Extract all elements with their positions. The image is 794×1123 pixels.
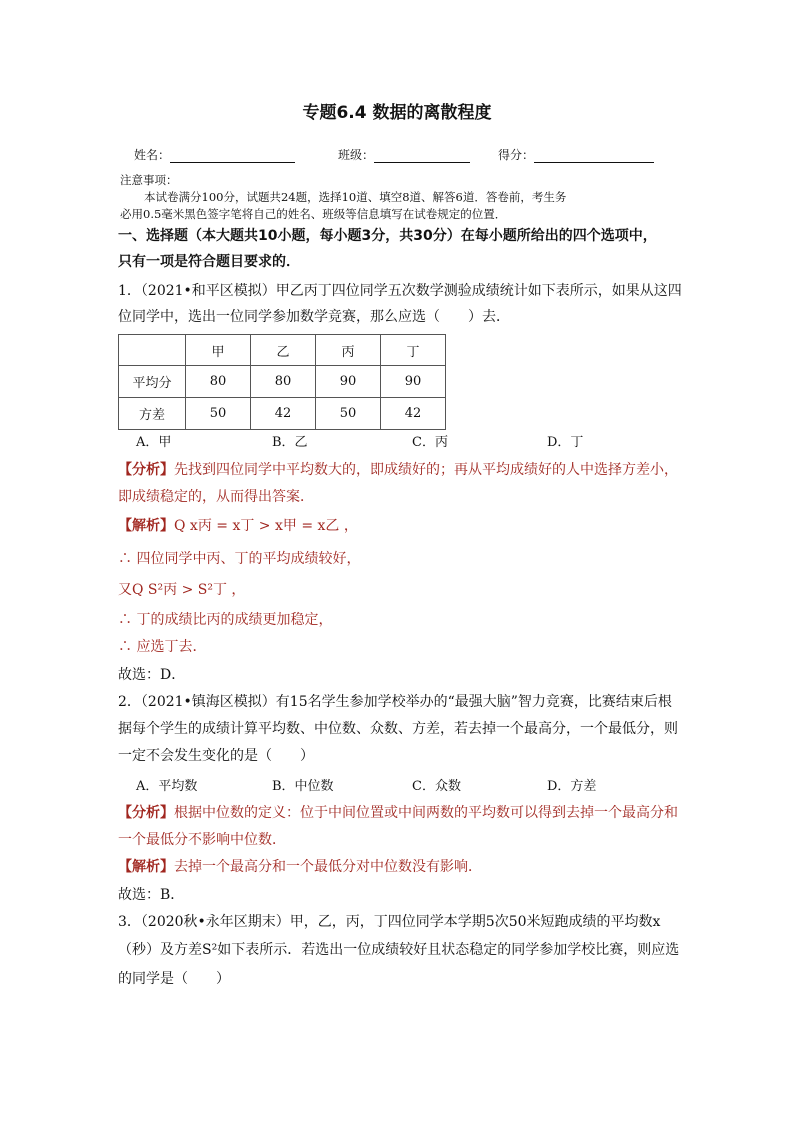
table-row <box>119 366 446 398</box>
q2-answer: 故选：B． <box>118 887 185 903</box>
q1-solution-line-3: 又Q S²丙 > S²丁 ， <box>118 582 246 598</box>
q3-stem-line-2: （秒）及方差S²如下表所示．若选出一位成绩较好且状态稳定的同学参加学校比赛，则应选 <box>118 942 680 958</box>
analysis-tag: 【分析】 <box>118 805 174 821</box>
q2-analysis-line-1 <box>118 802 678 822</box>
q1-analysis-line-2: 即成绩稳定的，从而得出答案． <box>118 489 314 505</box>
q1-option-a[interactable]: A．甲 <box>136 435 172 450</box>
table-cell: 丙 <box>316 335 381 366</box>
q2-stem-line-1: 2．（2021•镇海区模拟）有15名学生参加学校举办的“最强大脑”智力竞赛，比赛结束后根 <box>118 694 672 710</box>
class-blank[interactable] <box>374 150 470 163</box>
analysis-tag: 【分析】 <box>118 462 174 478</box>
section-heading-line-2: 只有一项是符合题目要求的． <box>118 254 300 270</box>
table-cell: 乙 <box>251 335 316 366</box>
table-cell: 丁 <box>381 335 446 366</box>
q3-stem-line-1: 3．（2020秋•永年区期末）甲，乙，丙，丁四位同学本学期5次50米短跑成绩的平均数x <box>118 914 661 930</box>
q1-option-b[interactable]: B．乙 <box>272 435 308 450</box>
q1-solution-line-5: ∴ 应选丁去． <box>118 639 207 655</box>
q1-option-d[interactable]: D．丁 <box>547 435 584 450</box>
table-cell: 90 <box>316 366 381 398</box>
q2-option-d[interactable]: D．方差 <box>547 779 597 794</box>
analysis-text: 根据中位数的定义：位于中间位置或中间两数的平均数可以得到去掉一个最高分和 <box>174 805 678 821</box>
score-field[interactable] <box>498 146 654 163</box>
notice-line-2: 必用0.5毫米黑色签字笔将自己的姓名、班级等信息填写在试卷规定的位置． <box>120 207 507 221</box>
table-cell: 平均分 <box>119 366 186 398</box>
q1-stem-line-2: 位同学中，选出一位同学参加数学竞赛，那么应选（ ）去． <box>118 309 510 325</box>
solution-text: 去掉一个最高分和一个最低分对中位数没有影响． <box>174 859 482 875</box>
name-label: 姓名： <box>134 148 171 162</box>
q2-stem-line-2: 据每个学生的成绩计算平均数、中位数、众数、方差，若去掉一个最高分，一个最低分，则 <box>118 721 678 737</box>
q1-analysis-line-1 <box>118 459 678 479</box>
notice-line-1: 本试卷满分100分，试题共24题，选择10道、填空8道、解答6道．答卷前，考生务 <box>144 190 567 204</box>
solution-math: Q x丙 = x丁 > x甲 = x乙 ， <box>174 518 358 534</box>
q1-table <box>118 334 446 430</box>
solution-tag: 【解析】 <box>118 518 174 534</box>
table-cell: 方差 <box>119 398 186 430</box>
q2-option-c[interactable]: C．众数 <box>412 779 461 794</box>
score-label: 得分： <box>498 148 535 162</box>
table-cell: 50 <box>186 398 251 430</box>
q2-option-a[interactable]: A．平均数 <box>136 779 198 794</box>
notice-heading: 注意事项： <box>120 173 178 187</box>
q1-solution-line-4: ∴ 丁的成绩比丙的成绩更加稳定， <box>118 612 333 628</box>
table-cell <box>119 335 186 366</box>
solution-tag: 【解析】 <box>118 859 174 875</box>
q1-stem-line-1: 1．（2021•和平区模拟）甲乙丙丁四位同学五次数学测验成绩统计如下表所示，如果从这四 <box>118 283 682 299</box>
table-cell: 42 <box>381 398 446 430</box>
q2-option-b[interactable]: B．中位数 <box>272 779 334 794</box>
section-heading-line-1: 一、选择题（本大题共10小题，每小题3分，共30分）在每小题所给出的四个选项中， <box>118 228 657 244</box>
class-label: 班级： <box>338 148 375 162</box>
q2-stem-line-3: 一定不会发生变化的是（ ） <box>118 748 314 764</box>
score-blank[interactable] <box>534 150 654 163</box>
table-row <box>119 398 446 430</box>
analysis-text: 先找到四位同学中平均数大的，即成绩好的；再从平均成绩好的人中选择方差小， <box>174 462 678 478</box>
table-cell: 42 <box>251 398 316 430</box>
q1-solution-line-2: ∴ 四位同学中丙、丁的平均成绩较好， <box>118 551 361 567</box>
q1-option-c[interactable]: C．丙 <box>412 435 448 450</box>
q1-solution-line-1 <box>118 515 358 535</box>
q3-stem-line-3: 的同学是（ ） <box>118 971 230 987</box>
table-cell: 甲 <box>186 335 251 366</box>
q2-analysis-line-2: 一个最低分不影响中位数． <box>118 832 286 848</box>
table-cell: 80 <box>251 366 316 398</box>
q1-answer: 故选：D． <box>118 667 186 683</box>
name-field[interactable] <box>134 146 295 163</box>
q2-solution <box>118 856 482 876</box>
table-cell: 80 <box>186 366 251 398</box>
table-row <box>119 335 446 366</box>
class-field[interactable] <box>338 146 470 163</box>
table-cell: 50 <box>316 398 381 430</box>
table-cell: 90 <box>381 366 446 398</box>
page-title: 专题6.4 数据的离散程度 <box>302 103 492 123</box>
name-blank[interactable] <box>170 150 295 163</box>
